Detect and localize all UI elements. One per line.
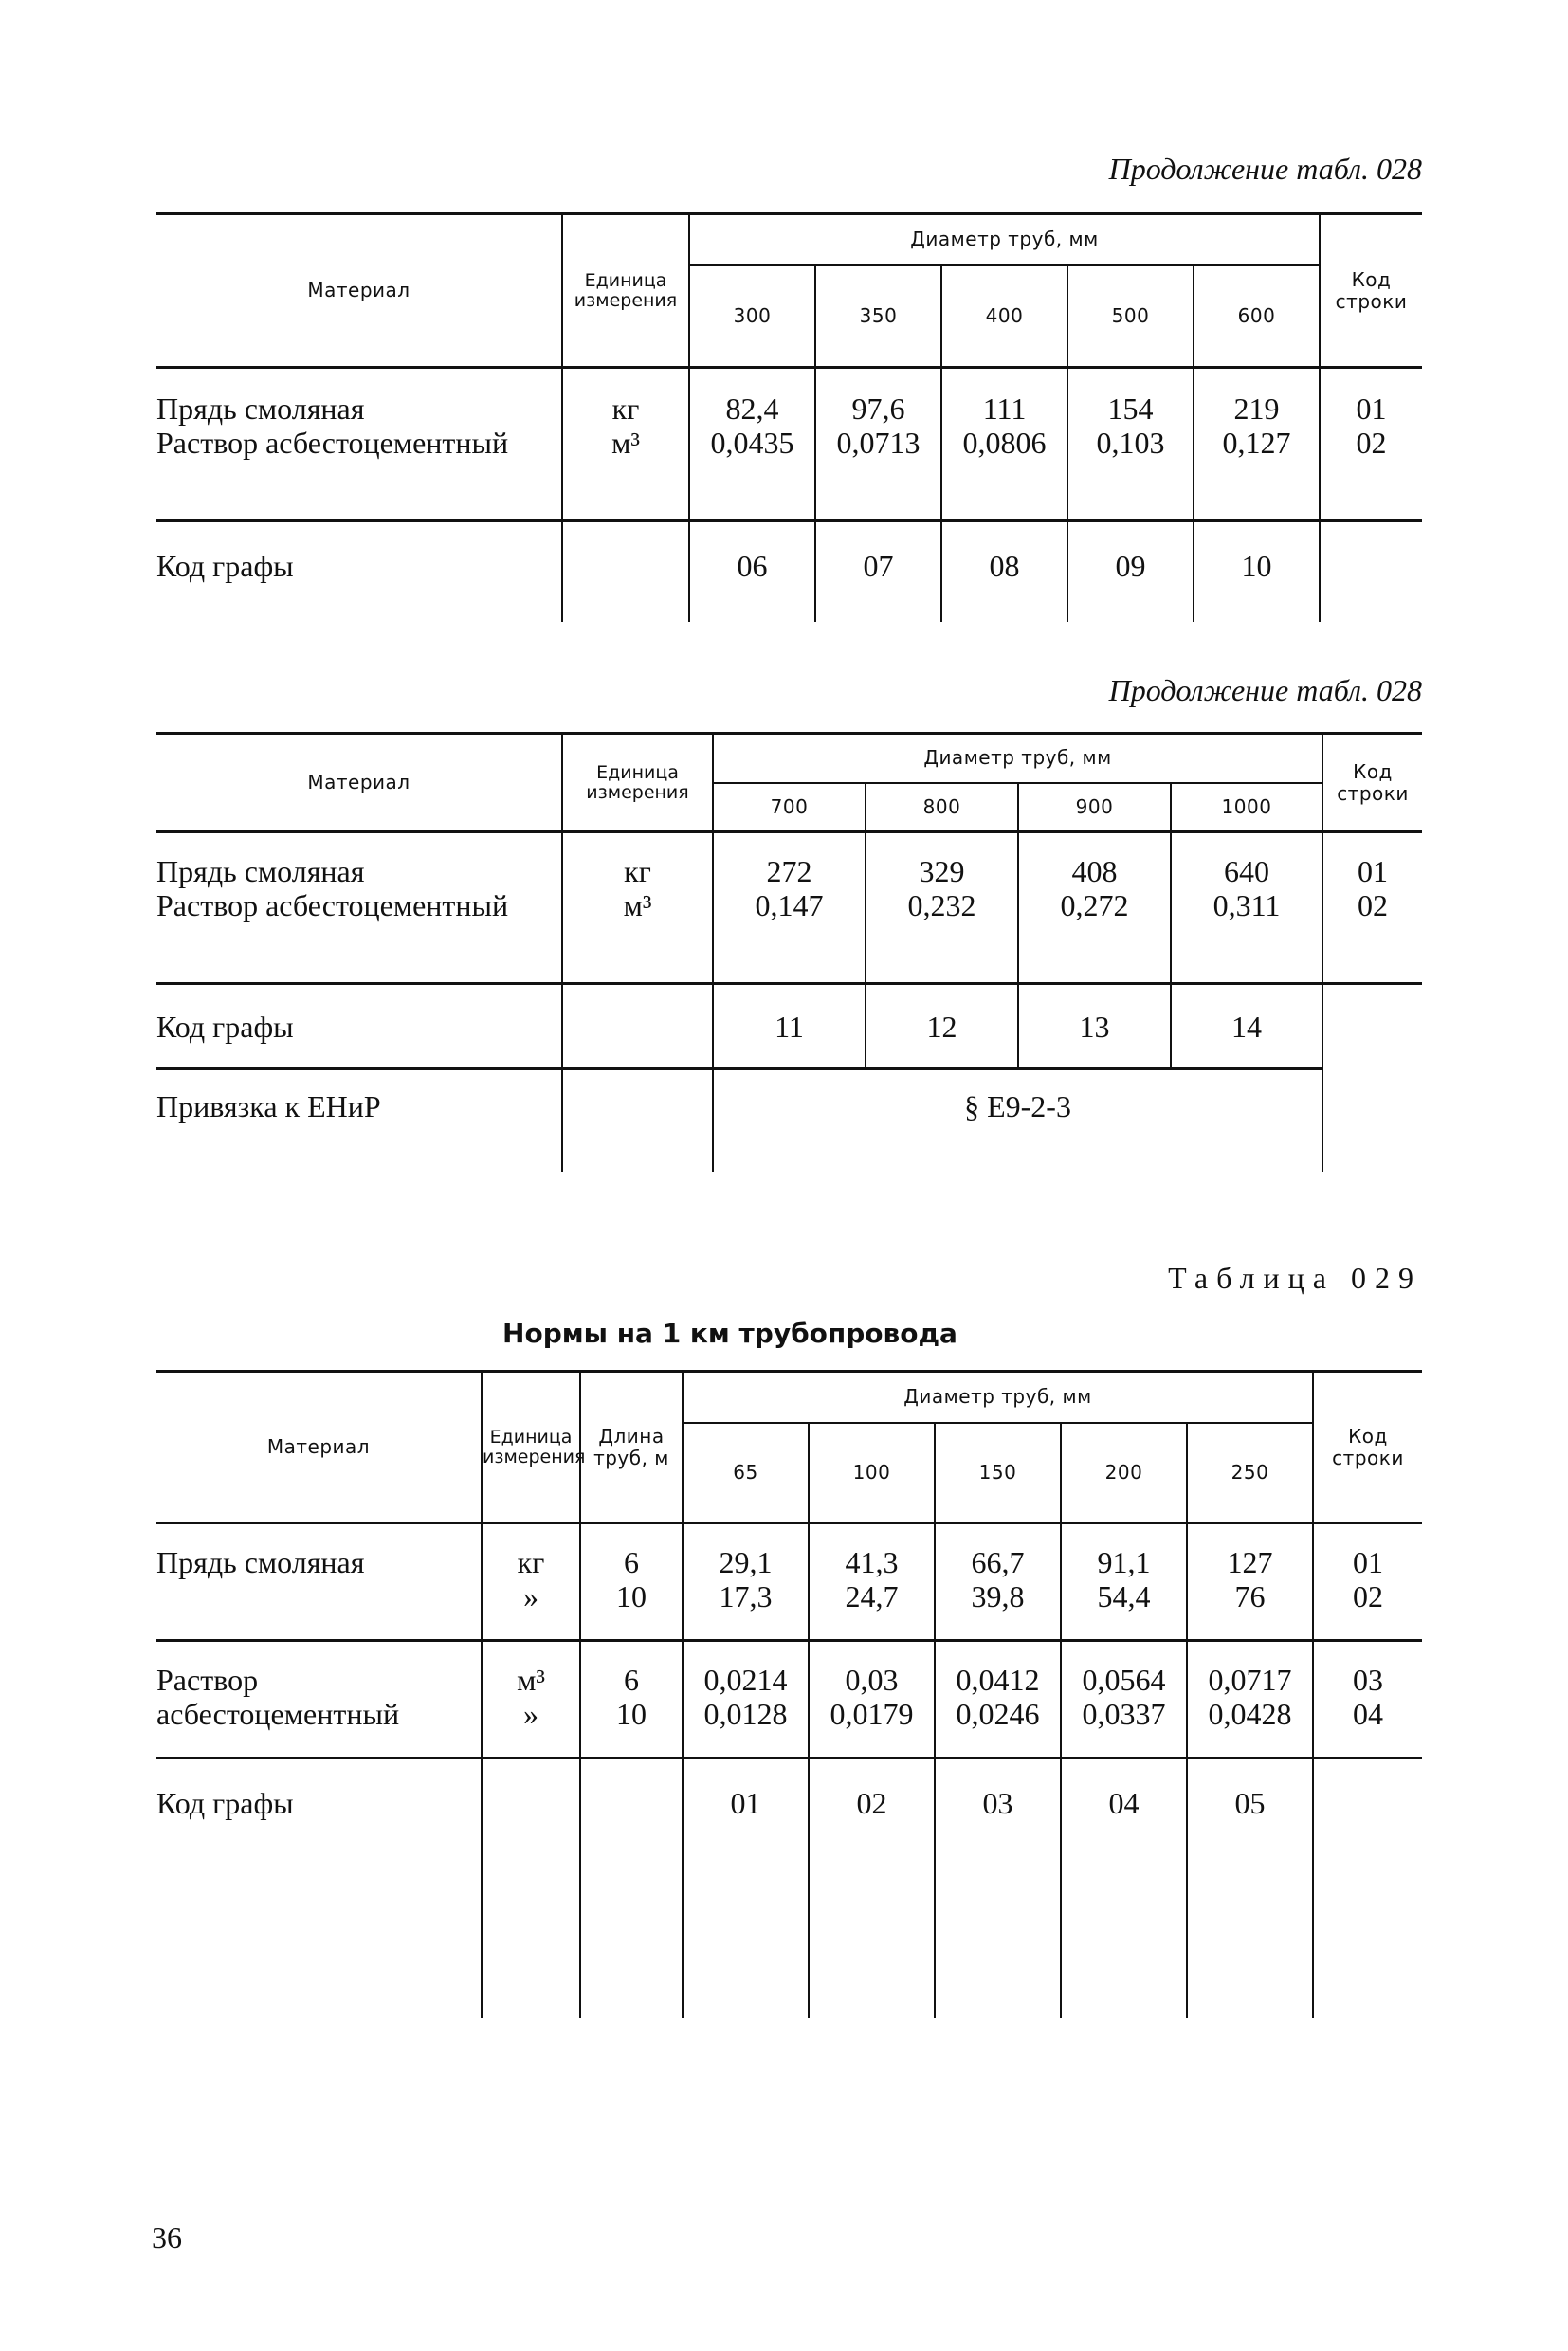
value: 39,8 — [971, 1579, 1025, 1613]
column-code: 09 — [1067, 521, 1194, 622]
material-name: Раствор асбестоцементный — [156, 426, 509, 460]
length-value: 6 — [624, 1663, 639, 1697]
unit-value: кг — [624, 854, 651, 888]
value: 0,0179 — [830, 1697, 914, 1731]
value: 0,03 — [845, 1663, 899, 1697]
row-code-cell — [1313, 1523, 1422, 1641]
header-material: Материал — [156, 734, 562, 832]
value: 219 — [1233, 392, 1280, 426]
header-diameter: Диаметр труб, мм — [689, 214, 1320, 265]
diameter-100: 100 — [809, 1423, 935, 1523]
value-cell — [815, 368, 941, 521]
value: 0,311 — [1212, 888, 1281, 922]
row-code: 01 — [1356, 392, 1387, 426]
value: 0,0214 — [703, 1663, 788, 1697]
length-value: 10 — [616, 1579, 647, 1613]
row-code: 03 — [1353, 1663, 1383, 1697]
unit-cell — [562, 368, 689, 521]
empty-cell — [1320, 521, 1422, 622]
length-cell — [580, 1641, 683, 1759]
material-cell — [156, 368, 562, 521]
unit-value: кг — [517, 1545, 545, 1579]
table-029-title: Нормы на 1 км трубопровода — [502, 1318, 957, 1349]
enir-reference: § Е9-2-3 — [713, 1069, 1322, 1172]
row-code: 02 — [1358, 888, 1389, 922]
column-code: 07 — [815, 521, 941, 622]
unit-value: м³ — [517, 1663, 545, 1697]
header-unit: Единица измерения — [562, 214, 689, 368]
row-code: 02 — [1356, 426, 1387, 460]
column-code: 04 — [1061, 1759, 1187, 2018]
value-cell — [1171, 832, 1322, 984]
header-diameter: Диаметр труб, мм — [683, 1372, 1313, 1423]
value: 76 — [1234, 1579, 1266, 1613]
row-code-cell — [1320, 368, 1422, 521]
empty-cell — [1322, 1069, 1422, 1172]
material-name: Прядь смоляная — [156, 854, 365, 888]
value-cell — [1067, 368, 1194, 521]
value: 640 — [1224, 854, 1269, 888]
value: 0,127 — [1222, 426, 1291, 460]
material-name: Раствор асбестоцементный — [156, 888, 509, 922]
value: 0,0806 — [962, 426, 1047, 460]
value: 66,7 — [971, 1545, 1025, 1579]
column-code: 11 — [713, 984, 866, 1069]
unit-value: » — [523, 1579, 538, 1613]
column-code: 12 — [866, 984, 1018, 1069]
value: 0,0412 — [956, 1663, 1040, 1697]
value: 272 — [766, 854, 812, 888]
value-cell — [809, 1641, 935, 1759]
diameter-400: 400 — [941, 265, 1067, 368]
value-cell — [713, 832, 866, 984]
value: 0,0717 — [1208, 1663, 1292, 1697]
value: 0,0246 — [956, 1697, 1040, 1731]
row-code: 02 — [1353, 1579, 1383, 1613]
column-code: 03 — [935, 1759, 1061, 2018]
value: 0,0564 — [1082, 1663, 1166, 1697]
value: 0,103 — [1096, 426, 1165, 460]
diameter-600: 600 — [1194, 265, 1320, 368]
diameter-200: 200 — [1061, 1423, 1187, 1523]
row-code: 04 — [1353, 1697, 1383, 1731]
t2-caption: Продолжение табл. 028 — [1108, 673, 1422, 707]
value: 0,232 — [907, 888, 976, 922]
row-code: 01 — [1358, 854, 1389, 888]
value-cell — [1018, 832, 1171, 984]
diameter-300: 300 — [689, 265, 815, 368]
diameter-900: 900 — [1018, 783, 1171, 832]
value: 24,7 — [845, 1579, 899, 1613]
value: 41,3 — [845, 1545, 899, 1579]
diameter-800: 800 — [866, 783, 1018, 832]
column-code-label: Код графы — [156, 549, 294, 583]
value-cell — [809, 1523, 935, 1641]
value-cell — [866, 832, 1018, 984]
page-number: 36 — [152, 2220, 182, 2254]
unit-value: м³ — [623, 888, 652, 922]
value: 0,272 — [1060, 888, 1129, 922]
value: 0,0337 — [1082, 1697, 1166, 1731]
empty-cell — [482, 1759, 580, 2018]
row-code-cell — [1322, 832, 1422, 984]
value-cell — [1061, 1641, 1187, 1759]
header-unit: Единица измерения — [562, 734, 713, 832]
header-row-code: Код строки — [1322, 734, 1422, 832]
unit-cell — [482, 1523, 580, 1641]
material-name: Раствор асбестоцементный — [156, 1663, 400, 1731]
value: 0,0428 — [1208, 1697, 1292, 1731]
column-code: 05 — [1187, 1759, 1313, 2018]
diameter-700: 700 — [713, 783, 866, 832]
unit-cell — [482, 1641, 580, 1759]
value-cell — [1187, 1641, 1313, 1759]
header-material: Материал — [156, 214, 562, 368]
empty-cell — [1313, 1759, 1422, 2018]
unit-cell — [562, 832, 713, 984]
column-code: 08 — [941, 521, 1067, 622]
diameter-150: 150 — [935, 1423, 1061, 1523]
value: 29,1 — [719, 1545, 773, 1579]
diameter-65: 65 — [683, 1423, 809, 1523]
header-diameter: Диаметр труб, мм — [713, 734, 1322, 783]
diameter-1000: 1000 — [1171, 783, 1322, 832]
empty-cell — [580, 1759, 683, 2018]
t1-caption: Продолжение табл. 028 — [1108, 152, 1422, 186]
value-cell — [1061, 1523, 1187, 1641]
table-028-part1 — [156, 212, 1422, 622]
empty-cell — [562, 521, 689, 622]
value-cell — [683, 1523, 809, 1641]
header-unit: Единица измерения — [482, 1372, 580, 1523]
length-cell — [580, 1523, 683, 1641]
column-code-label: Код графы — [156, 1786, 294, 1820]
value: 329 — [919, 854, 965, 888]
diameter-350: 350 — [815, 265, 941, 368]
unit-value: » — [523, 1697, 538, 1731]
value: 127 — [1227, 1545, 1273, 1579]
header-material: Материал — [156, 1372, 482, 1523]
header-length: Длина труб, м — [580, 1372, 683, 1523]
material-cell — [156, 1641, 482, 1759]
diameter-250: 250 — [1187, 1423, 1313, 1523]
value-cell — [683, 1641, 809, 1759]
table-029 — [156, 1370, 1422, 2018]
material-name: Прядь смоляная — [156, 392, 365, 426]
material-cell — [156, 832, 562, 984]
value: 82,4 — [725, 392, 779, 426]
value-cell — [689, 368, 815, 521]
table-029-label: Таблица 029 — [1168, 1261, 1422, 1295]
header-row-code: Код строки — [1313, 1372, 1422, 1523]
value-cell — [1194, 368, 1320, 521]
unit-value: м³ — [611, 426, 640, 460]
length-value: 10 — [616, 1697, 647, 1731]
value: 111 — [982, 392, 1027, 426]
enir-label: Привязка к ЕНиР — [156, 1089, 381, 1123]
empty-cell — [1322, 984, 1422, 1069]
value: 97,6 — [851, 392, 905, 426]
table-028-part2 — [156, 732, 1422, 1172]
value: 0,0128 — [703, 1697, 788, 1731]
row-code-cell — [1313, 1641, 1422, 1759]
column-code-label: Код графы — [156, 984, 562, 1069]
value: 154 — [1107, 392, 1154, 426]
value-cell — [941, 368, 1067, 521]
column-code: 13 — [1018, 984, 1171, 1069]
value-cell — [935, 1641, 1061, 1759]
value: 0,0435 — [710, 426, 794, 460]
column-code: 10 — [1194, 521, 1320, 622]
value: 408 — [1071, 854, 1118, 888]
material-name: Прядь смоляная — [156, 1523, 482, 1641]
column-code: 01 — [683, 1759, 809, 2018]
value: 0,147 — [755, 888, 824, 922]
row-code: 01 — [1353, 1545, 1383, 1579]
header-row-code: Код строки — [1320, 214, 1422, 368]
value: 17,3 — [719, 1579, 773, 1613]
value: 0,0713 — [836, 426, 921, 460]
value-cell — [935, 1523, 1061, 1641]
column-code: 14 — [1171, 984, 1322, 1069]
length-value: 6 — [624, 1545, 639, 1579]
empty-cell — [562, 1069, 713, 1172]
value: 54,4 — [1097, 1579, 1151, 1613]
empty-cell — [562, 984, 713, 1069]
unit-value: кг — [611, 392, 640, 426]
diameter-500: 500 — [1067, 265, 1194, 368]
column-code: 06 — [689, 521, 815, 622]
value: 91,1 — [1097, 1545, 1151, 1579]
column-code: 02 — [809, 1759, 935, 2018]
value-cell — [1187, 1523, 1313, 1641]
